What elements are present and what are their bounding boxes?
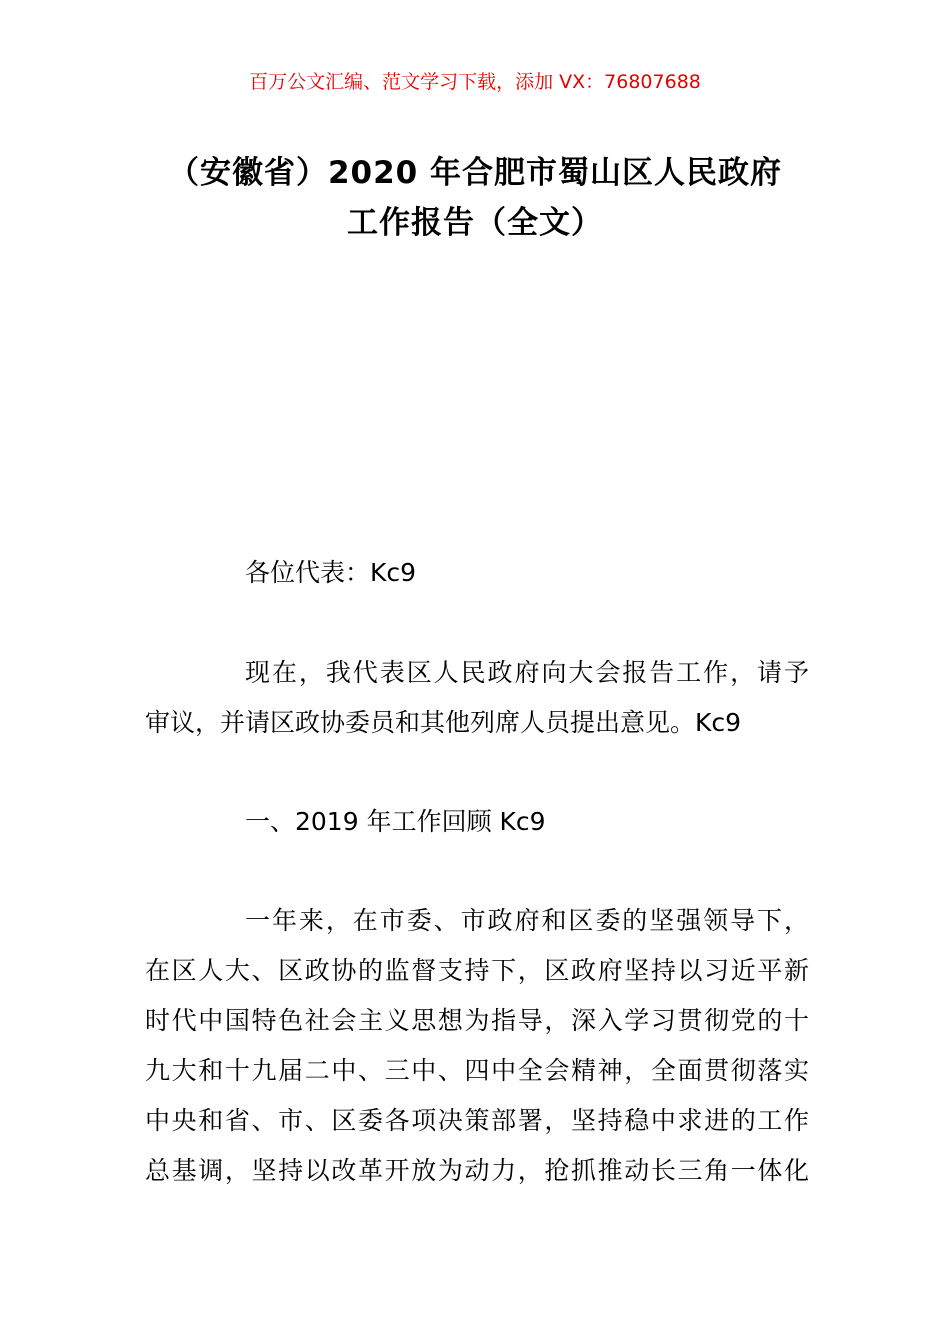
- salutation-paragraph: [145, 548, 809, 598]
- review-line-1: 一年来，在市委、市政府和区委的坚强领导下，: [245, 906, 809, 935]
- review-line-6: 总基调，坚持以改革开放为动力，抢抓推动长三角一体化: [145, 1156, 809, 1185]
- title-line-2: 工作报告（全文）: [347, 205, 603, 241]
- review-line-5: 中央和省、市、区委各项决策部署，坚持稳中求进的工作: [145, 1106, 809, 1135]
- intro-paragraph: [145, 648, 809, 748]
- header-watermark-note: 百万公文汇编、范文学习下载，添加 VX：76807688: [249, 71, 701, 93]
- title-line-1: （安徽省）2020 年合肥市蜀山区人民政府: [167, 155, 783, 191]
- intro-line-1: 现在，我代表区人民政府向大会报告工作，请予: [245, 658, 809, 687]
- review-line-2: 在区人大、区政协的监督支持下，区政府坚持以习近平新: [145, 956, 809, 985]
- section-heading-paragraph: [145, 797, 809, 847]
- salutation-text: 各位代表：Kc9: [245, 558, 417, 587]
- review-line-4: 九大和十九届二中、三中、四中全会精神，全面贯彻落实: [145, 1056, 809, 1085]
- review-paragraph: [145, 896, 809, 1196]
- intro-line-2: 审议，并请区政协委员和其他列席人员提出意见。Kc9: [145, 708, 742, 737]
- section-heading: 一、2019 年工作回顾 Kc9: [245, 807, 546, 836]
- document-title: [130, 148, 820, 248]
- review-line-3: 时代中国特色社会主义思想为指导，深入学习贯彻党的十: [145, 1006, 809, 1035]
